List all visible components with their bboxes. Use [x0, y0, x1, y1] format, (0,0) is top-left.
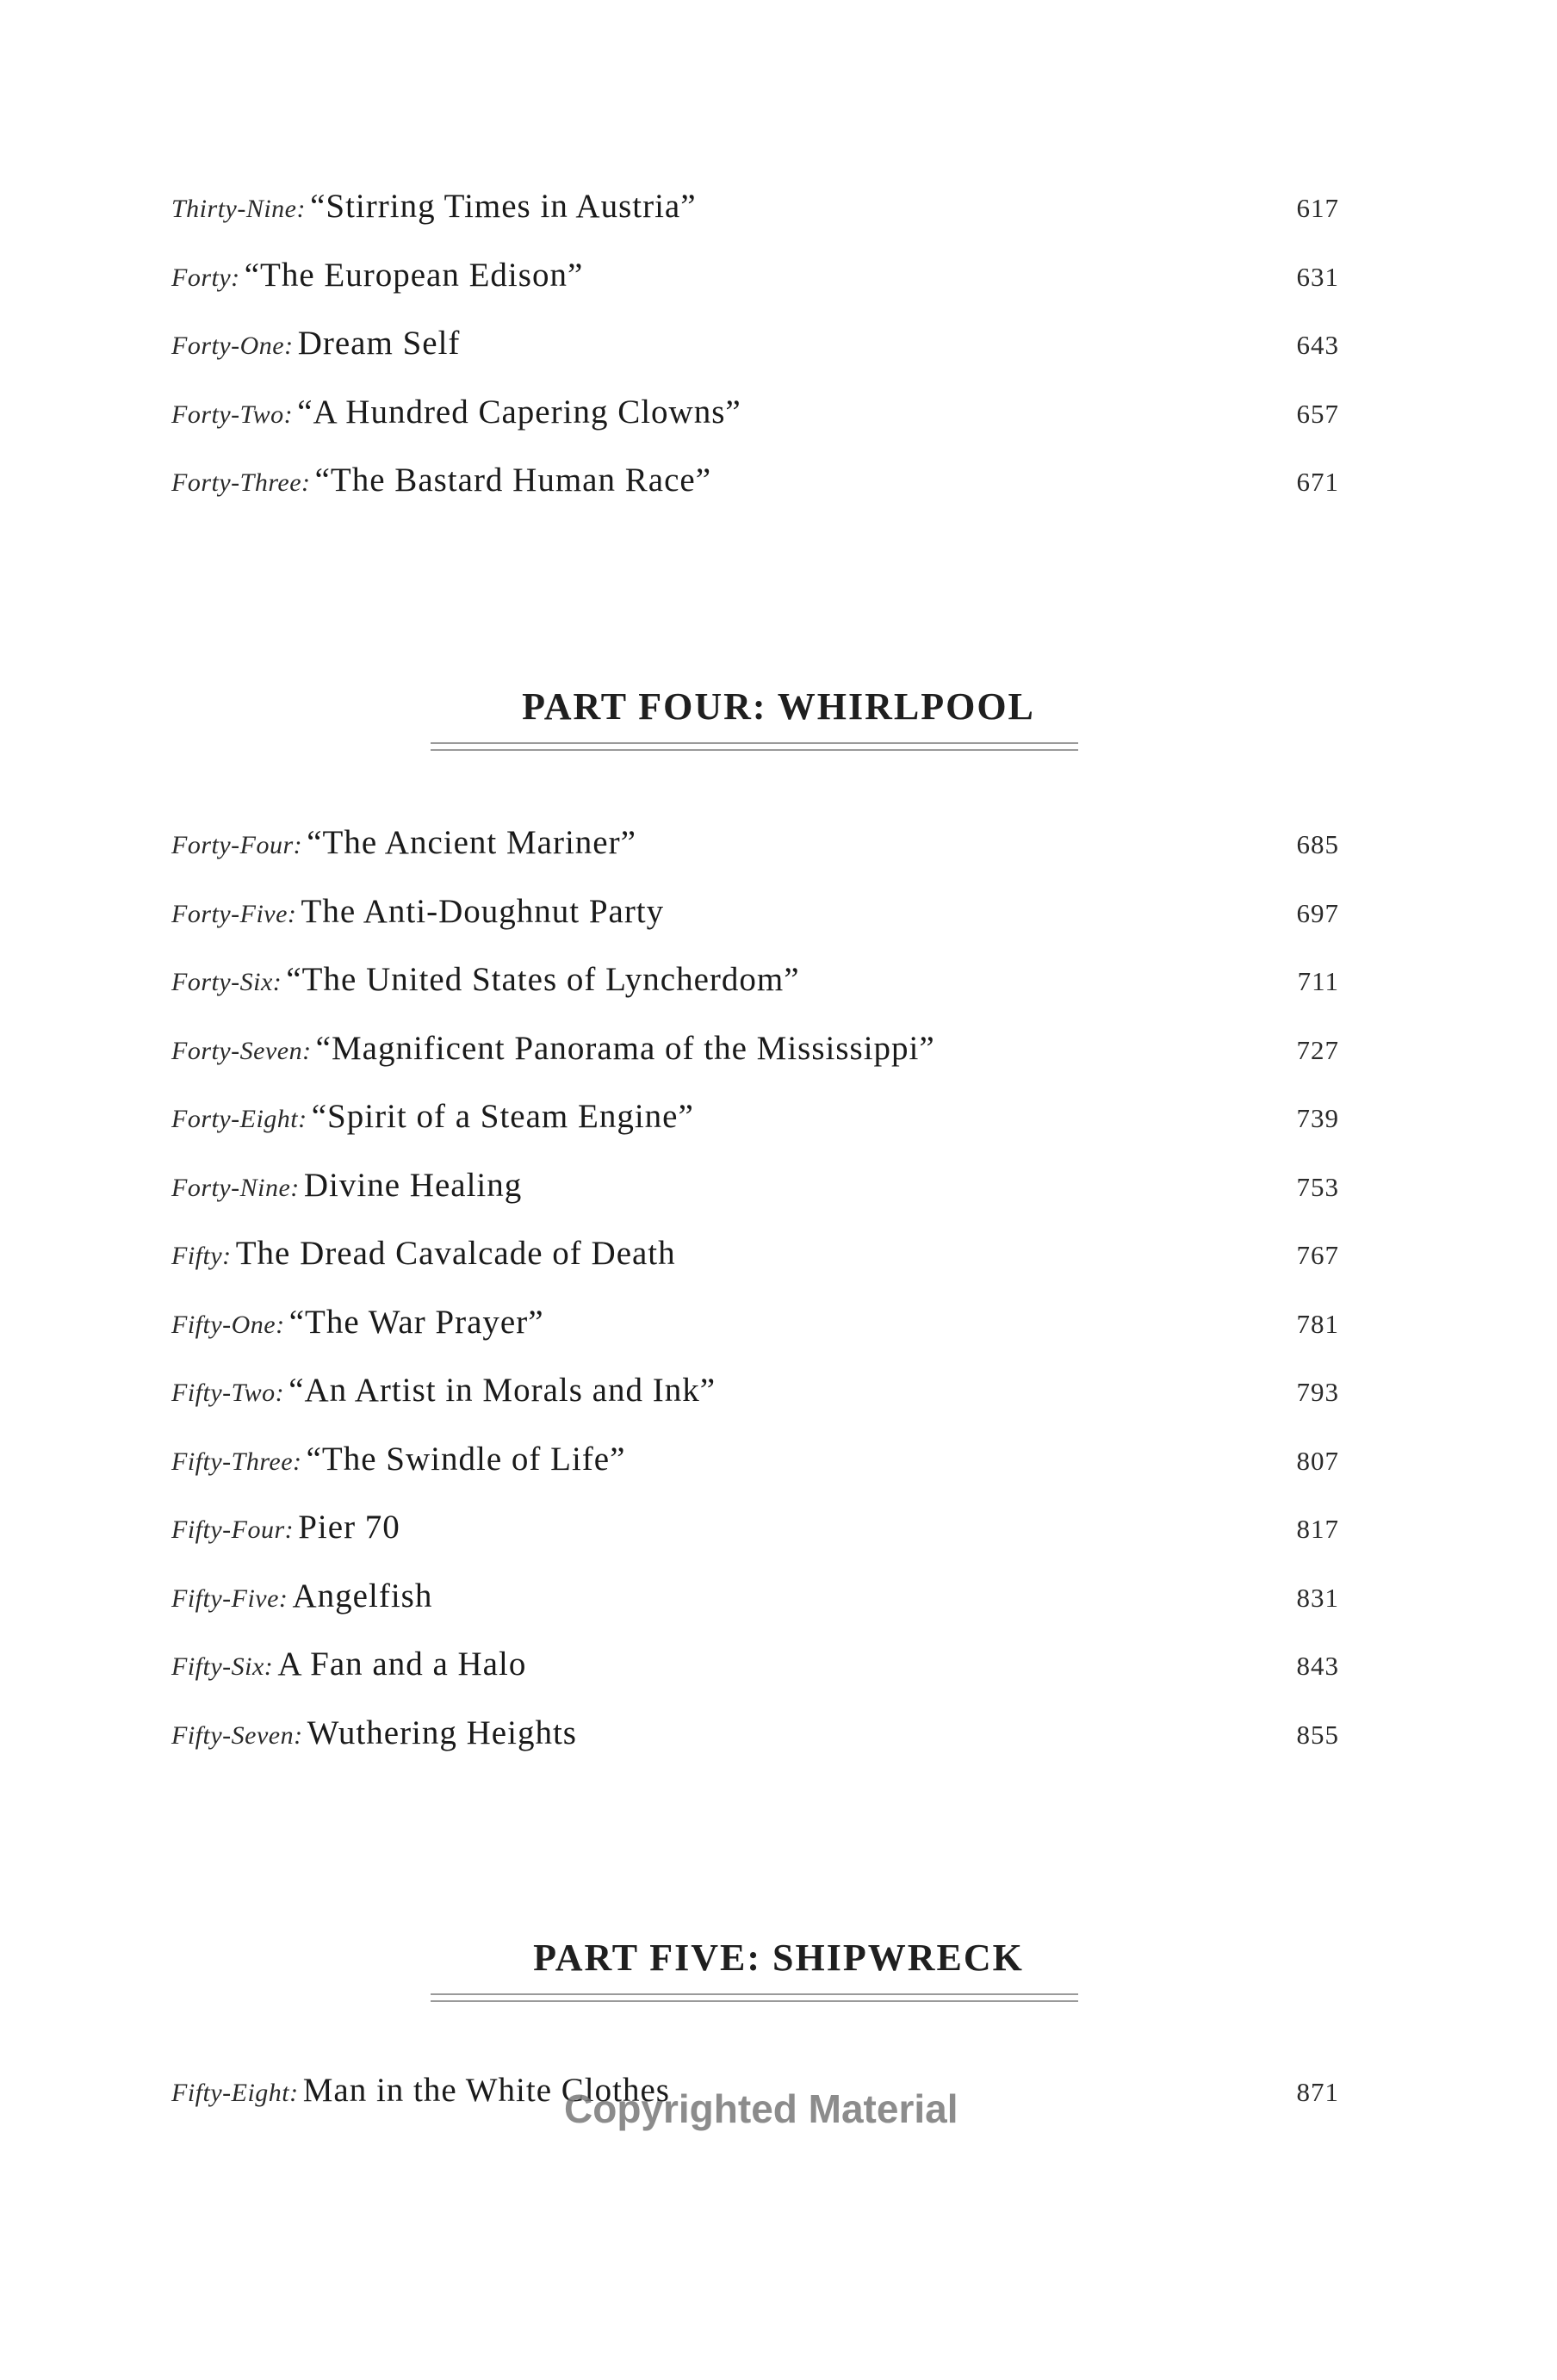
chapter-title: Divine Healing: [303, 1166, 523, 1204]
chapter-title: Man in the White Clothes: [302, 2072, 670, 2109]
chapter-label: Fifty-Seven:: [171, 1720, 303, 1750]
toc-entry[interactable]: [171, 1508, 1339, 1577]
chapter-label: Forty-Three:: [171, 468, 311, 497]
toc-entry[interactable]: [171, 461, 1339, 530]
chapter-title: “The Swindle of Life”: [306, 1440, 626, 1478]
copyright-watermark: Copyrighted Material: [564, 2086, 958, 2131]
toc-entry[interactable]: [171, 324, 1339, 393]
chapter-label: Forty-Six:: [171, 968, 282, 996]
page-number: 739: [1296, 1103, 1339, 1133]
chapter-title: “Magnificent Panorama of the Mississippi”: [315, 1029, 935, 1067]
toc-entry[interactable]: [171, 1714, 1339, 1782]
page-number: 781: [1296, 1308, 1339, 1339]
chapter-title: “The Bastard Human Race”: [314, 462, 711, 499]
part-five-divider: [431, 1993, 1078, 2002]
chapter-label: Fifty-Three:: [171, 1447, 302, 1476]
chapter-label: Forty-Eight:: [171, 1105, 307, 1133]
toc-part-four-entries: [171, 823, 1339, 1782]
chapter-label: Fifty-Five:: [171, 1584, 288, 1613]
page-number: 685: [1296, 829, 1339, 859]
page-number: 697: [1296, 897, 1339, 928]
toc-entry[interactable]: [171, 1029, 1339, 1098]
page-number: 817: [1296, 1514, 1339, 1544]
toc-entry[interactable]: [171, 1440, 1339, 1509]
page-number: 671: [1296, 467, 1339, 497]
toc-entry[interactable]: [171, 187, 1339, 256]
page-number: 657: [1296, 398, 1339, 429]
toc-entry[interactable]: [171, 892, 1339, 961]
chapter-title: The Dread Cavalcade of Death: [235, 1235, 676, 1272]
toc-entry[interactable]: [171, 1577, 1339, 1646]
chapter-label: Forty:: [171, 263, 240, 292]
page-number: 753: [1296, 1171, 1339, 1202]
page-number: 871: [1296, 2077, 1339, 2107]
page-number: 711: [1297, 966, 1339, 996]
page-number: 617: [1296, 193, 1339, 223]
part-four-heading: [0, 685, 1557, 728]
chapter-label: Fifty-Six:: [171, 1652, 274, 1681]
part-title: PART FIVE: SHIPWRECK: [533, 1937, 1024, 1979]
page-number: 843: [1296, 1651, 1339, 1681]
chapter-title: “The European Edison”: [244, 256, 584, 294]
chapter-label: Forty-One:: [171, 332, 294, 360]
part-title: PART FOUR: WHIRLPOOL: [522, 685, 1035, 728]
chapter-title: “Spirit of a Steam Engine”: [311, 1098, 694, 1135]
toc-entry[interactable]: [171, 1166, 1339, 1235]
part-five-heading: [0, 1936, 1557, 1980]
toc-entry[interactable]: [171, 256, 1339, 325]
chapter-label: Forty-Four:: [171, 831, 303, 859]
chapter-label: Fifty-One:: [171, 1310, 285, 1339]
chapter-title: Angelfish: [292, 1577, 433, 1615]
page-number: 767: [1296, 1240, 1339, 1270]
chapter-label: Fifty-Eight:: [171, 2079, 299, 2107]
chapter-label: Fifty:: [171, 1242, 232, 1270]
chapter-title: Pier 70: [298, 1509, 400, 1546]
toc-entry[interactable]: [171, 1097, 1339, 1166]
chapter-title: Dream Self: [297, 325, 461, 362]
page-number: 793: [1296, 1377, 1339, 1407]
chapter-title: “The War Prayer”: [288, 1303, 544, 1341]
page-number: 831: [1296, 1582, 1339, 1613]
chapter-title: Wuthering Heights: [307, 1714, 577, 1751]
page-number: 643: [1296, 330, 1339, 360]
chapter-label: Fifty-Two:: [171, 1379, 285, 1407]
toc-entry[interactable]: [171, 1645, 1339, 1714]
chapter-title: “An Artist in Morals and Ink”: [288, 1372, 716, 1409]
page-number: 855: [1296, 1719, 1339, 1750]
page-number: 727: [1296, 1034, 1339, 1065]
toc-top-entries: [171, 187, 1339, 530]
page-number: 807: [1296, 1445, 1339, 1476]
chapter-label: Forty-Two:: [171, 400, 294, 429]
toc-entry[interactable]: [171, 1234, 1339, 1303]
chapter-title: “The United States of Lyncherdom”: [286, 961, 800, 998]
chapter-label: Forty-Five:: [171, 899, 297, 928]
toc-entry[interactable]: [171, 823, 1339, 892]
toc-entry[interactable]: [171, 1303, 1339, 1372]
part-four-divider: [431, 742, 1078, 751]
chapter-title: “A Hundred Capering Clowns”: [297, 393, 741, 431]
toc-entry[interactable]: [171, 1371, 1339, 1440]
chapter-title: The Anti-Doughnut Party: [301, 892, 665, 930]
page-number: 631: [1296, 261, 1339, 292]
toc-entry[interactable]: [171, 960, 1339, 1029]
chapter-label: Forty-Seven:: [171, 1036, 312, 1065]
chapter-label: Thirty-Nine:: [171, 195, 306, 223]
chapter-title: “The Ancient Mariner”: [307, 824, 636, 861]
chapter-title: A Fan and a Halo: [277, 1646, 527, 1683]
chapter-label: Forty-Nine:: [171, 1173, 300, 1202]
toc-entry[interactable]: [171, 393, 1339, 462]
chapter-title: “Stirring Times in Austria”: [310, 188, 697, 225]
chapter-label: Fifty-Four:: [171, 1515, 295, 1544]
